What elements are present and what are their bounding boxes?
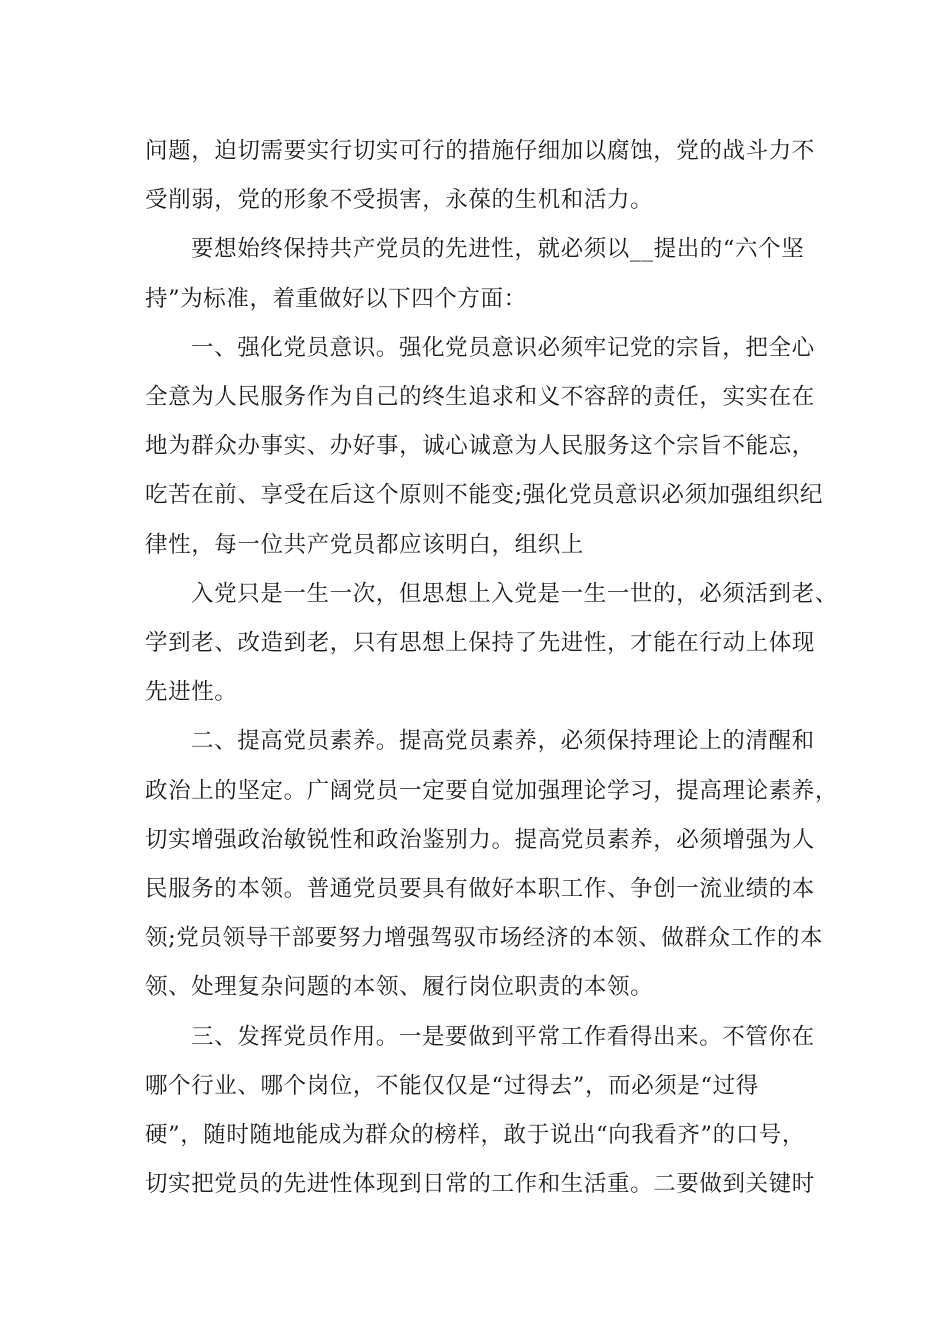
text-line: 哪个行业、哪个岗位，不能仅仅是“过得去”，而必须是“过得 xyxy=(145,1072,759,1099)
text-line: 入党只是一生一次，但思想上入党是一生一世的，必须活到老、 xyxy=(191,580,838,607)
text-line: 三、发挥党员作用。一是要做到平常工作看得出来。不管你在 xyxy=(191,1023,815,1050)
text-line: 切实把党员的先进性体现到日常的工作和生活重。二要做到关键时 xyxy=(145,1171,815,1198)
text-line: 地为群众办事实、办好事，诚心诚意为人民服务这个宗旨不能忘， xyxy=(145,433,815,460)
text-line: 领、处理复杂问题的本领、履行岗位职责的本领。 xyxy=(145,974,654,1001)
text-line: 要想始终保持共产党员的先进性，就必须以__提出的“六个坚 xyxy=(191,236,805,263)
text-line: 全意为人民服务作为自己的终生追求和义不容辞的责任，实实在在 xyxy=(145,384,815,411)
text-line: 律性，每一位共产党员都应该明白，组织上 xyxy=(145,531,584,558)
text-line: 硬”，随时随地能成为群众的榜样，敢于说出“向我看齐”的口号， xyxy=(145,1122,806,1149)
text-line: 领;党员领导干部要努力增强驾驭市场经济的本领、做群众工作的本 xyxy=(145,925,824,952)
paragraph-1 xyxy=(145,127,825,225)
paragraph-5 xyxy=(145,717,839,1012)
text-line: 民服务的本领。普通党员要具有做好本职工作、争创一流业绩的本 xyxy=(145,876,815,903)
text-line: 吃苦在前、享受在后这个原则不能变;强化党员意识必须加强组织纪 xyxy=(145,482,824,509)
document-body xyxy=(145,127,839,1209)
paragraph-4 xyxy=(145,570,838,718)
paragraph-2 xyxy=(145,225,825,323)
paragraph-6 xyxy=(145,1013,825,1210)
text-line: 二、提高党员素养。提高党员素养，必须保持理论上的清醒和 xyxy=(191,728,815,755)
text-line: 持”为标准，着重做好以下四个方面： xyxy=(145,285,527,312)
text-line: 学到老、改造到老，只有思想上保持了先进性，才能在行动上体现 xyxy=(145,630,815,657)
text-line: 受削弱，党的形象不受损害，永葆的生机和活力。 xyxy=(145,187,654,214)
text-line: 一、强化党员意识。强化党员意识必须牢记党的宗旨，把全心 xyxy=(191,334,815,361)
text-line: 政治上的坚定。广阔党员一定要自觉加强理论学习，提高理论素养， xyxy=(145,777,839,804)
text-line: 问题，迫切需要实行切实可行的措施仔细加以腐蚀，党的战斗力不 xyxy=(145,138,815,164)
paragraph-3 xyxy=(145,324,825,570)
text-line: 先进性。 xyxy=(145,679,238,706)
text-line: 切实增强政治敏锐性和政治鉴别力。提高党员素养，必须增强为人 xyxy=(145,826,815,853)
